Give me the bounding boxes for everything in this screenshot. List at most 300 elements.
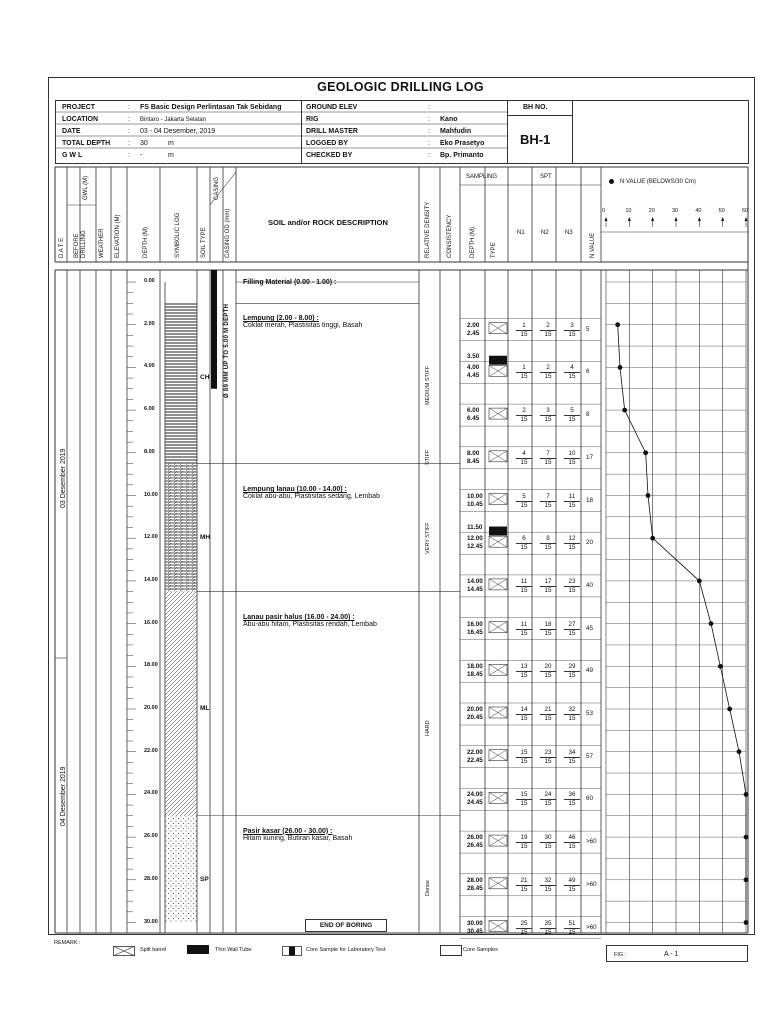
spt-n2: [540, 706, 556, 723]
depth-label: 6.00: [144, 406, 155, 413]
spt-penetration: 15: [568, 458, 576, 466]
spt-blow-count: 12: [564, 535, 580, 544]
spt-penetration: 15: [520, 544, 528, 552]
col-casing: CASING: [214, 176, 220, 200]
col-soil-type: SOIL TYPE: [201, 227, 207, 258]
total-depth-label: TOTAL DEPTH: [62, 140, 111, 147]
spt-n1: [516, 791, 532, 808]
sample-depth-bottom: 26.45: [467, 842, 483, 850]
depth-label: 28.00: [144, 875, 158, 882]
spt-blow-count: 21: [516, 877, 532, 886]
spt-penetration: 15: [568, 373, 576, 381]
sample-depth-top: 26.00: [467, 834, 483, 842]
thin-wall-depth: 11.50: [467, 523, 483, 531]
arrow-up-icon: [628, 217, 631, 221]
checked-by-value: Bp. Primanto: [440, 152, 484, 159]
spt-penetration: 15: [544, 544, 552, 552]
spt-blow-count: 23: [564, 578, 580, 587]
bh-no-value: BH-1: [520, 132, 551, 147]
col-n2: N2: [541, 230, 549, 236]
n-value: 57: [586, 752, 594, 760]
spt-penetration: 15: [520, 330, 528, 338]
remark-label: REMARK :: [54, 940, 81, 946]
sample-depth-top: 8.00: [467, 449, 480, 457]
n-value: 6: [586, 368, 590, 376]
spt-n3: [564, 834, 580, 851]
spt-n2: [540, 834, 556, 851]
spt-n1: [516, 621, 532, 638]
symbolic-log-ch: [165, 303, 197, 463]
ground-elev-label: GROUND ELEV: [306, 104, 358, 111]
spt-blow-count: 17: [540, 578, 556, 587]
n-value: 40: [586, 581, 594, 589]
n-value-point: [697, 579, 702, 584]
layer-description: [243, 614, 377, 628]
n-value-point: [615, 322, 620, 327]
depth-label: 12.00: [144, 534, 158, 541]
spt-blow-count: 24: [540, 791, 556, 800]
spt-blow-count: 10: [564, 450, 580, 459]
soil-type-sp: SP: [200, 875, 209, 883]
n-value: 17: [586, 453, 594, 461]
spt-penetration: 15: [544, 373, 552, 381]
col-gwl: GWL (M): [83, 175, 89, 200]
col-n-value: N VALUE: [590, 232, 596, 258]
checked-by-label: CHECKED BY: [306, 152, 353, 159]
spt-n3: [564, 877, 580, 894]
spt-n2: [540, 322, 556, 339]
chart-x-tick-label: 60: [742, 208, 749, 214]
spt-penetration: 15: [544, 672, 552, 680]
spt-n1: [516, 450, 532, 467]
spt-n1: [516, 877, 532, 894]
layer-detail: Coklat abu-abu, Plastisitas sedang, Lembab: [243, 493, 380, 501]
spt-blow-count: 32: [540, 877, 556, 886]
sample-depth-bottom: 10.45: [467, 500, 483, 508]
spt-blow-count: 18: [540, 621, 556, 630]
sample-depth-top: 28.00: [467, 876, 483, 884]
spt-n3: [564, 791, 580, 808]
layer-title: Lempung lanau (10.00 - 14.00) :: [243, 486, 347, 494]
spt-blow-count: 25: [516, 920, 532, 929]
col-n1: N1: [517, 230, 525, 236]
layer-detail: Coklat merah, Plastisitas tinggi, Basah: [243, 322, 363, 330]
spt-penetration: 15: [544, 416, 552, 424]
col-before-drilling: BEFORE DRILLING: [74, 230, 87, 258]
spt-penetration: 15: [544, 629, 552, 637]
sample-depth-bottom: 4.45: [467, 372, 480, 380]
spt-blow-count: 13: [516, 663, 532, 672]
spt-n3: [564, 749, 580, 766]
spt-n3: [564, 493, 580, 510]
page-title: GEOLOGIC DRILLING LOG: [317, 80, 484, 94]
spt-n1: [516, 749, 532, 766]
spt-blow-count: 3: [564, 322, 580, 331]
n-value: 45: [586, 624, 594, 632]
spt-n1: [516, 663, 532, 680]
spt-blow-count: 7: [540, 450, 556, 459]
spt-penetration: 15: [568, 800, 576, 808]
layer-detail: Abu-abu hitam, Plastisitas rendah, Lembab: [243, 621, 377, 629]
chart-x-tick-label: 30: [672, 208, 679, 214]
col-soil-desc: SOIL and/or ROCK DESCRIPTION: [268, 218, 388, 227]
spt-blow-count: 49: [564, 877, 580, 886]
spt-n2: [540, 578, 556, 595]
n-value: 5: [586, 325, 590, 333]
spt-blow-count: 2: [516, 407, 532, 416]
spt-n2: [540, 407, 556, 424]
sample-depth-top: 14.00: [467, 577, 483, 585]
depth-label: 18.00: [144, 662, 158, 669]
depth-label: 8.00: [144, 448, 155, 455]
spt-penetration: 15: [544, 800, 552, 808]
layer-description: [243, 279, 336, 286]
spt-n2: [540, 535, 556, 552]
sample-depth-top: 12.00: [467, 535, 483, 543]
split-barrel-legend-label: Spilt barrel: [140, 947, 167, 953]
n-value-point: [744, 920, 749, 925]
spt-penetration: 15: [568, 885, 576, 893]
spt-n2: [540, 749, 556, 766]
spt-penetration: 15: [520, 885, 528, 893]
project-label: PROJECT: [62, 104, 96, 111]
spt-n3: [564, 364, 580, 381]
col-weather: WEATHER: [99, 228, 105, 258]
depth-label: 26.00: [144, 833, 158, 840]
spt-blow-count: 11: [564, 493, 580, 502]
sample-depth-top: 6.00: [467, 407, 480, 415]
spt-penetration: 15: [568, 928, 576, 936]
layer-detail: Hitam kuning, Butiran kasar, Basah: [243, 834, 353, 842]
spt-blow-count: 2: [540, 322, 556, 331]
thin-wall-legend-icon: [187, 945, 209, 954]
n-value-point: [718, 664, 723, 669]
spt-n2: [540, 791, 556, 808]
chart-x-tick-label: 50: [718, 208, 725, 214]
gwl-label: G W L: [62, 152, 83, 159]
spt-n3: [564, 535, 580, 552]
thin-wall-depth: 3.50: [467, 352, 480, 360]
col-sampling: SAMPLING: [466, 174, 498, 180]
n-value-point: [744, 835, 749, 840]
spt-n3: [564, 621, 580, 638]
spt-blow-count: 1: [516, 364, 532, 373]
sample-depth-top: 16.00: [467, 620, 483, 628]
spt-penetration: 15: [568, 629, 576, 637]
core-lab-legend-icon: [282, 946, 302, 956]
consistency-label: MEDIUM STIFF: [425, 365, 431, 405]
spt-penetration: 15: [568, 501, 576, 509]
date-label-2: 04 Desember 2019: [60, 766, 67, 826]
rig-value: Kano: [440, 116, 458, 123]
arrow-up-icon: [605, 217, 608, 221]
spt-penetration: 15: [520, 843, 528, 851]
spt-n3: [564, 706, 580, 723]
spt-n1: [516, 535, 532, 552]
symbolic-log-mh: [165, 463, 197, 591]
thin-wall-tube-icon: [489, 527, 507, 536]
fig-label: FIG :: [614, 952, 627, 958]
sample-depth-bottom: 14.45: [467, 585, 483, 593]
date-value: 03 - 04 Desember, 2019: [140, 128, 216, 135]
core-lab-legend-label: Core Sample for Laboratory Test: [306, 947, 386, 953]
sample-depth-bottom: 12.45: [467, 543, 483, 551]
casing-bar: [211, 270, 217, 389]
col-symbolic-log: SYMBOLIC LOG: [175, 212, 181, 258]
chart-x-tick-label: 40: [695, 208, 702, 214]
spt-n3: [564, 407, 580, 424]
spt-n3: [564, 920, 580, 937]
spt-penetration: 15: [520, 501, 528, 509]
thin-wall-legend-label: Thin Wall Tube: [215, 947, 252, 953]
n-value: 18: [586, 496, 594, 504]
layer-title: Lanau pasir halus (16.00 - 24.00) :: [243, 614, 355, 622]
spt-penetration: 15: [568, 715, 576, 722]
depth-label: 0.00: [144, 278, 155, 284]
spt-blow-count: 51: [564, 920, 580, 929]
date-label: DATE: [62, 128, 81, 135]
spt-blow-count: 4: [516, 450, 532, 459]
sample-depth-top: 30.00: [467, 919, 483, 927]
spt-blow-count: 3: [540, 407, 556, 416]
drill-master-value: Mahfudin: [440, 128, 472, 135]
spt-penetration: 15: [520, 629, 528, 637]
n-value-point: [622, 408, 627, 413]
sample-depth-bottom: 24.45: [467, 799, 483, 807]
spt-penetration: 15: [568, 586, 576, 594]
sample-depth-top: 20.00: [467, 706, 483, 713]
n-value-legend: N VALUE (BELOWS/30 Cm): [620, 179, 696, 185]
spt-n3: [564, 322, 580, 339]
n-value-point: [744, 792, 749, 797]
spt-penetration: 15: [544, 458, 552, 466]
spt-penetration: 15: [544, 715, 552, 722]
col-consistency: CONSISTENCY: [447, 214, 453, 258]
spt-blow-count: 15: [516, 749, 532, 758]
spt-n1: [516, 364, 532, 381]
n-value-point: [646, 493, 651, 498]
soil-type-mh: MH: [200, 534, 211, 542]
n-value-point: [643, 450, 648, 455]
col-depth-m: DEPTH (M): [470, 227, 476, 258]
symbolic-log-ml: [165, 592, 197, 816]
spt-penetration: 15: [520, 672, 528, 680]
spt-blow-count: 46: [564, 834, 580, 843]
depth-label: 16.00: [144, 619, 158, 626]
n-value-point: [650, 536, 655, 541]
spt-penetration: 15: [520, 715, 528, 722]
spt-penetration: 15: [520, 928, 528, 936]
spt-blow-count: 5: [564, 407, 580, 416]
fig-value: A - 1: [664, 951, 679, 958]
spt-blow-count: 19: [516, 834, 532, 843]
spt-blow-count: 23: [540, 749, 556, 758]
depth-label: 24.00: [144, 790, 158, 797]
sample-depth-top: 18.00: [467, 663, 483, 671]
spt-blow-count: 6: [516, 535, 532, 544]
split-barrel-legend-icon: [113, 946, 135, 956]
spt-blow-count: 8: [540, 535, 556, 544]
arrow-up-icon: [745, 217, 748, 221]
sample-depth-bottom: 8.45: [467, 457, 480, 465]
soil-type-ml: ML: [200, 705, 210, 712]
sample-depth-bottom: 20.45: [467, 714, 483, 721]
project-value: FS Basic Design Perlintasan Tak Sebidang: [140, 104, 282, 111]
col-depth: DEPTH (M): [143, 227, 149, 258]
sample-depth-top: 22.00: [467, 748, 483, 756]
spt-blow-count: 15: [516, 791, 532, 800]
total-depth-unit: m: [168, 140, 174, 147]
spt-penetration: 15: [544, 885, 552, 893]
sample-depth-bottom: 16.45: [467, 628, 483, 636]
n-value: >60: [586, 838, 597, 846]
location-label: LOCATION: [62, 116, 99, 123]
spt-n3: [564, 450, 580, 467]
n-value-marker-icon: [609, 179, 614, 184]
layer-title: Pasir kasar (26.00 - 30.00) :: [243, 827, 333, 835]
sample-depth-bottom: 6.45: [467, 415, 480, 423]
spt-blow-count: 20: [540, 663, 556, 672]
symbolic-log-sp: [165, 816, 197, 923]
gwl-value: -: [140, 152, 143, 159]
chart-x-tick-label: 0: [602, 208, 606, 214]
col-casing-od: CASING OD (mm): [225, 208, 231, 258]
spt-n1: [516, 920, 532, 937]
consistency-label: STIFF: [425, 449, 431, 465]
spt-n3: [564, 578, 580, 595]
spt-blow-count: 29: [564, 663, 580, 672]
spt-blow-count: 5: [516, 493, 532, 502]
spt-penetration: 15: [520, 757, 528, 765]
spt-n2: [540, 663, 556, 680]
spt-blow-count: 2: [540, 364, 556, 373]
spt-n1: [516, 493, 532, 510]
spt-blow-count: 1: [516, 322, 532, 331]
spt-n1: [516, 407, 532, 424]
rig-label: RIG: [306, 116, 319, 123]
sample-depth-bottom: 30.45: [467, 927, 483, 935]
spt-n1: [516, 706, 532, 723]
spt-penetration: 15: [568, 544, 576, 552]
spt-penetration: 15: [568, 330, 576, 338]
n-value: 8: [586, 411, 590, 419]
layer-title: Filling Material (0.00 - 1.00) :: [243, 279, 337, 286]
core-samples-legend-icon: [440, 945, 462, 956]
logged-by-value: Eko Prasetyo: [440, 140, 485, 147]
arrow-up-icon: [651, 217, 654, 221]
spt-penetration: 15: [568, 843, 576, 851]
chart-x-tick-label: 10: [625, 208, 632, 214]
drill-master-label: DRILL MASTER: [306, 128, 358, 135]
col-spt: SPT: [540, 174, 552, 180]
n-value: 53: [586, 710, 594, 717]
spt-penetration: 15: [544, 330, 552, 338]
n-value: >60: [586, 880, 597, 888]
n-value-point: [709, 621, 714, 626]
spt-blow-count: 35: [540, 920, 556, 929]
col-type: TYPE: [491, 242, 497, 258]
n-value-point: [727, 707, 732, 712]
consistency-label: VERY STIFF: [425, 522, 431, 555]
spt-n2: [540, 493, 556, 510]
spt-blow-count: 4: [564, 364, 580, 373]
spt-n3: [564, 663, 580, 680]
spt-penetration: 15: [544, 928, 552, 936]
date-label-1: 03 Desember 2019: [60, 448, 67, 508]
layer-description: [243, 828, 352, 842]
spt-blow-count: 11: [516, 621, 532, 630]
spt-blow-count: 34: [564, 749, 580, 758]
spt-penetration: 15: [520, 373, 528, 381]
depth-label: 10.00: [144, 491, 158, 498]
spt-n2: [540, 364, 556, 381]
spt-n2: [540, 920, 556, 937]
spt-penetration: 15: [568, 757, 576, 765]
n-value: 20: [586, 539, 594, 547]
spt-penetration: 15: [520, 416, 528, 424]
spt-penetration: 15: [544, 843, 552, 851]
consistency-label: Dense: [425, 879, 431, 896]
consistency-label: HARD: [425, 720, 431, 736]
spt-blow-count: 11: [516, 578, 532, 587]
spt-blow-count: 21: [540, 706, 556, 715]
spt-penetration: 15: [568, 672, 576, 680]
n-value: 60: [586, 795, 594, 803]
spt-penetration: 15: [544, 586, 552, 594]
spt-n1: [516, 322, 532, 339]
spt-blow-count: 30: [540, 834, 556, 843]
n-value: >60: [586, 923, 597, 931]
spt-n2: [540, 450, 556, 467]
thin-wall-tube-icon: [489, 356, 507, 365]
depth-label: 30.00: [144, 918, 158, 925]
sample-depth-top: 2.00: [467, 321, 480, 329]
col-n3: N3: [565, 230, 573, 236]
col-elevation: ELEVATION (M): [115, 214, 121, 258]
spt-blow-count: 27: [564, 621, 580, 630]
gwl-unit: m: [168, 152, 174, 159]
sample-depth-bottom: 28.45: [467, 884, 483, 892]
spt-blow-count: 36: [564, 791, 580, 800]
col-date: D A T E: [59, 237, 65, 258]
spt-n2: [540, 877, 556, 894]
n-value-point: [744, 877, 749, 882]
arrow-up-icon: [721, 217, 724, 221]
depth-label: 2.00: [144, 320, 155, 327]
layer-title: Lempung (2.00 - 8.00) :: [243, 315, 319, 323]
sample-depth-bottom: 2.45: [467, 329, 480, 337]
arrow-up-icon: [698, 217, 701, 221]
spt-penetration: 15: [520, 800, 528, 808]
sample-depth-top: 4.00: [467, 364, 480, 372]
spt-blow-count: 32: [564, 706, 580, 715]
layer-description: [243, 486, 380, 500]
sample-depth-top: 10.00: [467, 492, 483, 500]
depth-label: 4.00: [144, 363, 155, 370]
chart-x-tick-label: 20: [648, 208, 655, 214]
core-samples-legend-label: Core Samples: [463, 947, 498, 953]
n-value: 49: [586, 667, 594, 675]
bh-no-label: BH NO.: [523, 104, 548, 111]
n-value-point: [618, 365, 623, 370]
logged-by-label: LOGGED BY: [306, 140, 349, 147]
end-of-boring: END OF BORING: [305, 919, 387, 932]
soil-type-ch: CH: [200, 374, 210, 382]
casing-text: Ø 89 MM UP TO 5.00 M DEPTH: [224, 303, 230, 398]
n-value-point: [737, 749, 742, 754]
arrow-up-icon: [675, 217, 678, 221]
spt-penetration: 15: [544, 757, 552, 765]
